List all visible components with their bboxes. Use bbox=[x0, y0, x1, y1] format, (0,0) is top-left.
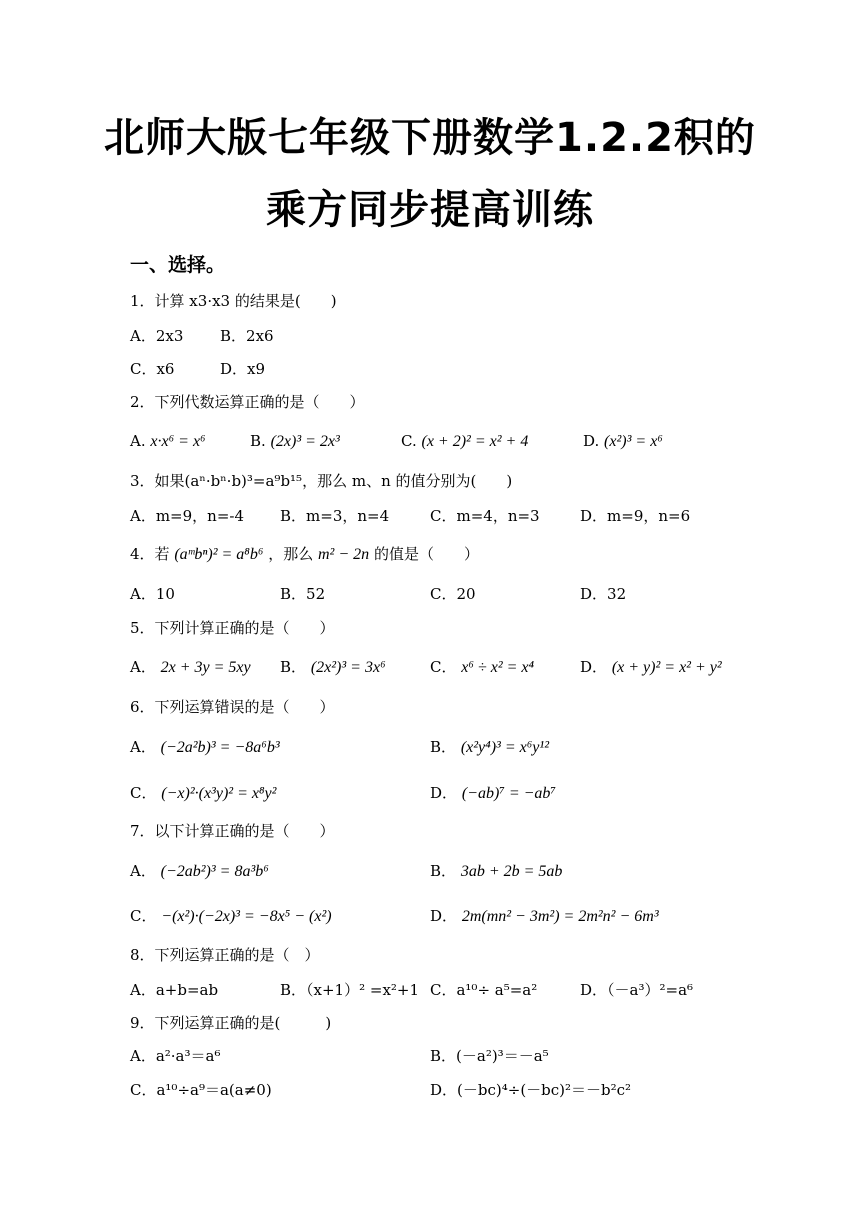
q5-stem: 5．下列计算正确的是（ ） bbox=[130, 619, 335, 637]
q6-option-b-label: B． bbox=[430, 738, 457, 756]
q5-option-b-formula: (2x²)³ = 3x⁶ bbox=[310, 659, 386, 676]
q7-option-c bbox=[130, 905, 332, 928]
q7-option-b-formula: 3ab + 2b = 5ab bbox=[460, 863, 563, 880]
q6-option-d-label: D． bbox=[430, 784, 458, 802]
section-heading: 一、选择。 bbox=[130, 254, 226, 276]
q2-option-a bbox=[130, 430, 206, 453]
q7-option-a bbox=[130, 860, 269, 883]
q4-option-d: D．32 bbox=[580, 585, 627, 603]
q7-option-a-label: A． bbox=[130, 862, 156, 880]
q2-stem: 2．下列代数运算正确的是（ ） bbox=[130, 393, 365, 411]
q9-option-a: A．a²·a³＝a⁶ bbox=[130, 1047, 221, 1065]
q6-option-c bbox=[130, 782, 276, 805]
q7-option-b-label: B． bbox=[430, 862, 457, 880]
q5-option-c-label: C． bbox=[430, 658, 457, 676]
q6-stem: 6．下列运算错误的是（ ） bbox=[130, 698, 335, 716]
q5-option-c bbox=[430, 656, 534, 679]
q2-option-b bbox=[250, 430, 340, 453]
q2-option-d bbox=[583, 430, 663, 453]
q5-option-d-formula: (x + y)² = x² + y² bbox=[611, 659, 722, 676]
q2-option-b-label: B. bbox=[250, 432, 266, 450]
q6-option-d-formula: (−ab)⁷ = −ab⁷ bbox=[461, 785, 556, 802]
q4-option-b: B．52 bbox=[280, 585, 326, 603]
q5-option-a-label: A． bbox=[130, 658, 156, 676]
q7-option-c-formula: −(x²)·(−2x)³ = −8x⁵ − (x²) bbox=[161, 908, 332, 925]
q4-expression: m² − 2n bbox=[318, 546, 370, 563]
q7-option-b bbox=[430, 860, 562, 883]
q1-option-a: A．2x3 bbox=[130, 327, 184, 345]
q4-stem-suffix: 的值是（ ） bbox=[373, 545, 479, 563]
q6-option-b-formula: (x²y⁴)³ = x⁶y¹² bbox=[460, 739, 549, 756]
q6-option-d bbox=[430, 782, 556, 805]
q3-stem: 3．如果(aⁿ·bⁿ·b)³=a⁹b¹⁵，那么 m、n 的值分别为( ) bbox=[130, 472, 513, 490]
q3-option-a: A．m=9，n=-4 bbox=[130, 507, 245, 525]
q4-option-c: C．20 bbox=[430, 585, 476, 603]
q5-option-b-label: B． bbox=[280, 658, 307, 676]
q5-option-d-label: D． bbox=[580, 658, 608, 676]
q3-option-c: C．m=4，n=3 bbox=[430, 507, 540, 525]
q9-option-c: C．a¹⁰÷a⁹＝a(a≠0) bbox=[130, 1081, 272, 1099]
q9-option-b: B．(－a²)³＝－a⁵ bbox=[430, 1047, 549, 1065]
q7-stem: 7．以下计算正确的是（ ） bbox=[130, 822, 335, 840]
q7-option-d bbox=[430, 905, 659, 928]
q6-option-c-label: C． bbox=[130, 784, 157, 802]
q1-option-b: B．2x6 bbox=[220, 327, 274, 345]
q2-option-a-formula: x·x⁶ = x⁶ bbox=[150, 433, 206, 450]
q5-option-a bbox=[130, 656, 251, 679]
q8-option-b: B．（x+1）² =x²+1 bbox=[280, 981, 420, 999]
q5-option-b bbox=[280, 656, 386, 679]
q6-option-c-formula: (−x)²·(x³y)² = x⁸y² bbox=[161, 785, 277, 802]
q5-option-d bbox=[580, 656, 722, 679]
q4-stem-prefix: 4．若 bbox=[130, 545, 170, 563]
q7-option-d-formula: 2m(mn² − 3m²) = 2m²n² − 6m³ bbox=[461, 908, 659, 925]
q1-stem: 1．计算 x3·x3 的结果是( ) bbox=[130, 292, 337, 310]
q1-option-d: D．x9 bbox=[220, 360, 266, 378]
q2-option-c-formula: (x + 2)² = x² + 4 bbox=[421, 433, 529, 450]
q6-option-a-label: A． bbox=[130, 738, 156, 756]
q6-option-a bbox=[130, 736, 280, 759]
q9-stem: 9．下列运算正确的是( ) bbox=[130, 1014, 332, 1032]
q2-option-d-formula: (x²)³ = x⁶ bbox=[604, 433, 663, 450]
q4-option-a: A．10 bbox=[130, 585, 175, 603]
q7-option-a-formula: (−2ab²)³ = 8a³b⁶ bbox=[160, 863, 269, 880]
q8-option-a: A．a+b=ab bbox=[130, 981, 219, 999]
q8-option-c: C．a¹⁰÷ a⁵=a² bbox=[430, 981, 538, 999]
q2-option-a-label: A. bbox=[130, 432, 146, 450]
q3-option-d: D．m=9，n=6 bbox=[580, 507, 691, 525]
q1-option-c: C．x6 bbox=[130, 360, 175, 378]
q7-option-c-label: C． bbox=[130, 907, 157, 925]
q9-option-d: D．(－bc)⁴÷(－bc)²＝－b²c² bbox=[430, 1081, 632, 1099]
page-title-line2: 乘方同步提高训练 bbox=[266, 187, 594, 233]
q2-option-c-label: C. bbox=[401, 432, 417, 450]
q4-stem-middle: ，那么 bbox=[268, 545, 314, 563]
q6-option-a-formula: (−2a²b)³ = −8a⁶b³ bbox=[160, 739, 280, 756]
q8-stem: 8．下列运算正确的是（ ） bbox=[130, 946, 320, 964]
q8-option-d: D．（－a³）²=a⁶ bbox=[580, 981, 694, 999]
q4-formula: (aᵐbⁿ)² = a⁸b⁶ bbox=[174, 546, 264, 563]
q5-option-a-formula: 2x + 3y = 5xy bbox=[160, 659, 251, 676]
q3-option-b: B．m=3，n=4 bbox=[280, 507, 390, 525]
q7-option-d-label: D． bbox=[430, 907, 458, 925]
q6-option-b bbox=[430, 736, 549, 759]
q2-option-b-formula: (2x)³ = 2x³ bbox=[270, 433, 340, 450]
q4-stem bbox=[130, 543, 479, 566]
q2-option-d-label: D. bbox=[583, 432, 600, 450]
q2-option-c bbox=[401, 430, 528, 453]
q5-option-c-formula: x⁶ ÷ x² = x⁴ bbox=[461, 659, 535, 676]
page-title-line1: 北师大版七年级下册数学1.2.2积的 bbox=[104, 115, 756, 161]
